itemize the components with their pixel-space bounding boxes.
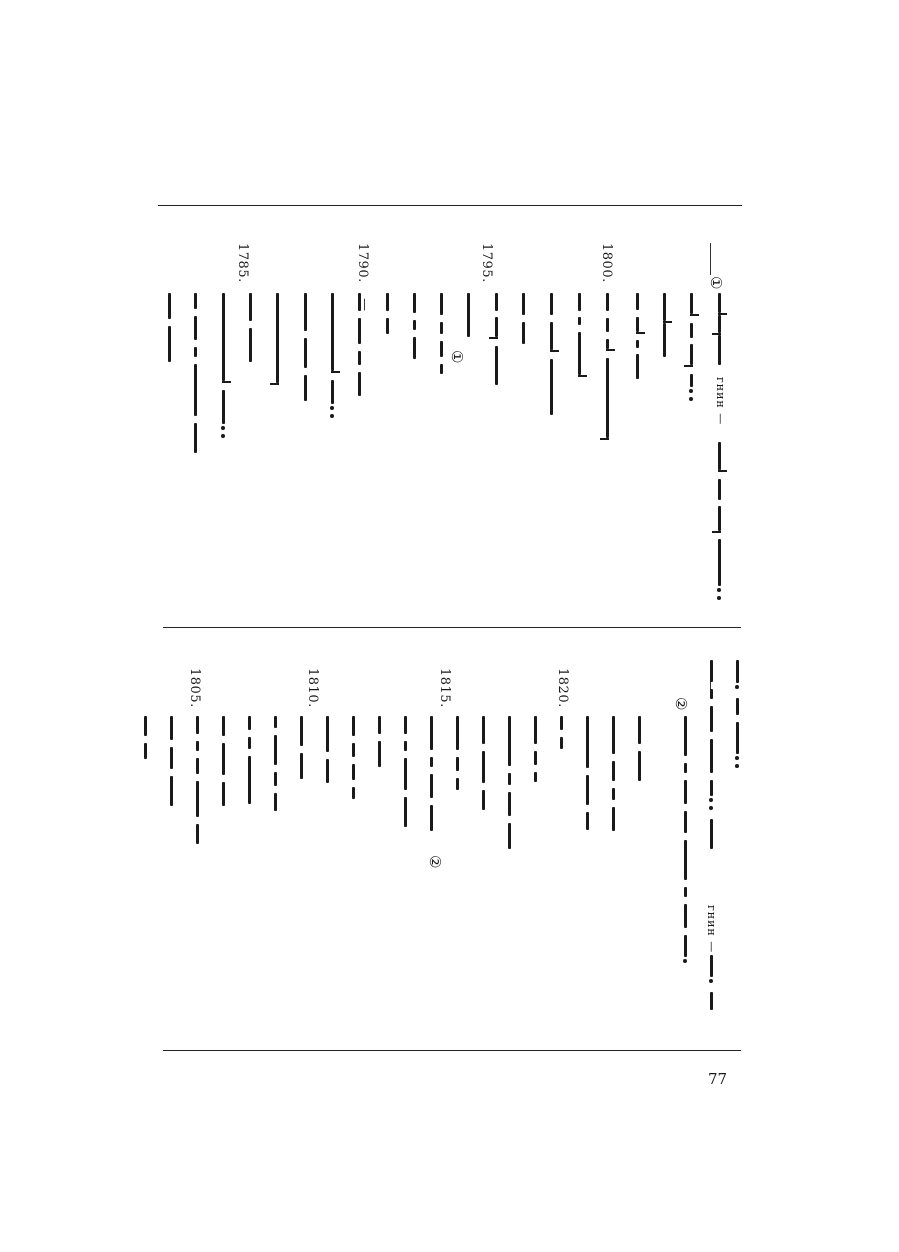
bottom-rule	[163, 1050, 741, 1051]
verse-line	[487, 293, 505, 385]
footnote-separator-1	[710, 243, 711, 275]
footnote-continuation	[702, 660, 720, 900]
verse-line	[682, 293, 700, 403]
verse-line	[370, 716, 388, 774]
line-number-1790: 1790.	[355, 243, 370, 283]
verse-line	[268, 293, 286, 401]
verse-line	[570, 293, 588, 377]
verse-line	[323, 293, 341, 433]
footnote-2-marker: ②	[672, 697, 690, 711]
line-number-1820: 1820.	[555, 668, 570, 708]
verse-line	[160, 293, 178, 367]
verse-line	[578, 716, 596, 834]
verse-line	[474, 716, 492, 816]
verse-line	[266, 716, 284, 816]
footnote-marker-inline: ②	[426, 855, 444, 869]
middle-rule	[163, 627, 741, 628]
footnote-2-cyrillic: гнин —	[705, 905, 718, 954]
verse-line	[604, 716, 622, 834]
footnote-continuation	[702, 955, 720, 1015]
line-number-1815: 1815.	[437, 668, 452, 708]
verse-line	[186, 293, 204, 465]
line-number-1800: 1800.	[599, 243, 614, 283]
verse-line	[448, 716, 466, 794]
verse-line	[542, 293, 560, 421]
verse-line	[628, 293, 646, 379]
verse-line	[630, 716, 648, 786]
footnote-1-term	[710, 293, 728, 371]
line-number-1805: 1805.	[187, 668, 202, 708]
verse-line	[552, 716, 570, 752]
verse-line	[405, 293, 423, 363]
footnote-2-text	[676, 716, 694, 1006]
footnote-1-text	[710, 442, 728, 602]
footnote-1-marker: ①	[707, 276, 725, 290]
line-number-1785: 1785.	[235, 243, 250, 283]
verse-line	[459, 293, 477, 343]
verse-line	[514, 293, 532, 349]
page-number: 77	[708, 1070, 728, 1088]
verse-line	[241, 293, 259, 369]
verse-line	[396, 716, 414, 834]
footnote-marker-inline: ①	[448, 350, 466, 364]
verse-line	[296, 293, 314, 411]
verse-line	[526, 716, 544, 786]
verse-line	[214, 716, 232, 806]
verse-dash: —	[357, 298, 372, 312]
footnote-continuation	[728, 660, 746, 770]
verse-line	[598, 293, 616, 443]
verse-line	[500, 716, 518, 852]
verse-line	[292, 716, 310, 788]
verse-line	[214, 293, 232, 443]
verse-line	[655, 293, 673, 361]
verse-line	[432, 293, 450, 381]
verse-line	[162, 716, 180, 826]
verse-line	[344, 716, 362, 820]
verse-line	[136, 716, 154, 766]
verse-line	[240, 716, 258, 826]
footnote-1-cyrillic: гнин —	[714, 377, 727, 426]
verse-line	[378, 293, 396, 337]
line-number-1795: 1795.	[479, 243, 494, 283]
verse-line	[188, 716, 206, 856]
verse-line	[318, 716, 336, 788]
verse-line	[422, 716, 440, 842]
top-rule	[158, 205, 742, 206]
line-number-1810: 1810.	[305, 668, 320, 708]
